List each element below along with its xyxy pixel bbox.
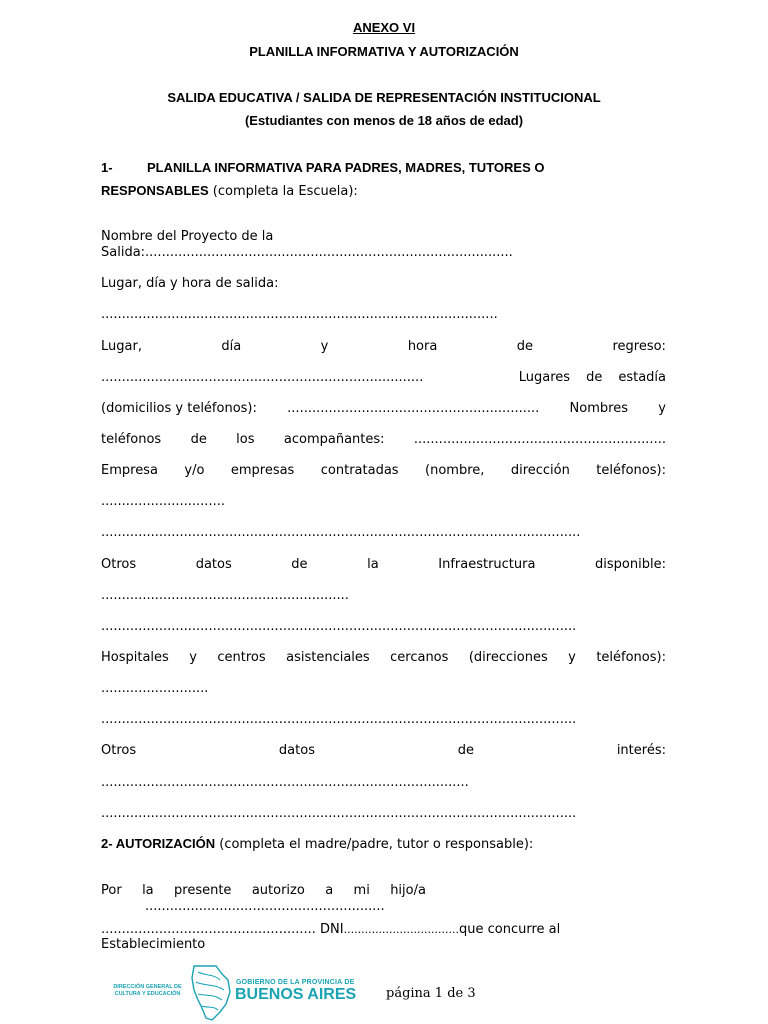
document-title: PLANILLA INFORMATIVA Y AUTORIZACIÓN [249, 44, 519, 59]
infrastructure-field-1: ............................................................ [101, 588, 349, 603]
dni-line: .................................................... DNI.................................que concurre al [101, 922, 561, 937]
company-field-2: .................................................................................................................... [101, 525, 581, 540]
child-name-field: .......................................................... [145, 899, 385, 914]
project-label: Nombre del Proyecto de la [101, 229, 274, 244]
interest-field-1: ......................................................................................... [101, 775, 469, 790]
infrastructure-label: Otros datos de la Infraestructura disponible: [101, 557, 666, 572]
province-map-icon [188, 964, 232, 1022]
section1-number: 1- [101, 160, 113, 175]
stay-contacts-line: (domicilios y teléfonos): ............................................................. Nombres y [101, 401, 666, 416]
infrastructure-field-2: ................................................................................................................... [101, 619, 577, 634]
hospitals-field-1: .......................... [101, 681, 209, 696]
departure-label: Lugar, día y hora de salida: [101, 276, 279, 291]
companions-line: teléfonos de los acompañantes: ............................................................. [101, 432, 666, 447]
gov-line-2: BUENOS AIRES [235, 986, 357, 1003]
subtitle-note: (Estudiantes con menos de 18 años de edad) [244, 113, 524, 128]
interest-field-2: ................................................................................................................... [101, 806, 577, 821]
hospitals-field-2: ................................................................................................................... [101, 712, 577, 727]
document-subtitle: SALIDA EDUCATIVA / SALIDA DE REPRESENTACIÓN INSTITUCIONAL [167, 90, 601, 105]
hospitals-label: Hospitales y centros asistenciales cercanos (direcciones y teléfonos): [101, 650, 666, 665]
company-field-1: .............................. [101, 494, 225, 509]
return-stay-line: .............................................................................. Lugares de estadía [101, 370, 666, 385]
project-field: Salida:......................................................................................... [101, 245, 513, 260]
page-number: página 1 de 3 [386, 986, 476, 1001]
company-label: Empresa y/o empresas contratadas (nombre, dirección teléfonos): [101, 463, 666, 478]
section2-heading: 2- AUTORIZACIÓN (completa el madre/padre, tutor o responsable): [101, 836, 534, 852]
establishment-label: Establecimiento [101, 937, 206, 952]
section1-heading-line2: RESPONSABLES (completa la Escuela): [101, 183, 358, 199]
departure-field: ................................................................................................ [101, 307, 498, 322]
section1-heading: PLANILLA INFORMATIVA PARA PADRES, MADRES, TUTORES O [147, 160, 545, 175]
return-label: Lugar, día y hora de regreso: [101, 339, 666, 354]
authorize-line: Por la presente autorizo a mi hijo/a [101, 883, 426, 898]
interest-label: Otros datos de interés: [101, 743, 666, 758]
gov-line-1: GOBIERNO DE LA PROVINCIA DE [236, 979, 355, 986]
annex-title: ANEXO VI [352, 20, 416, 35]
dept-logo-text: DIRECCIÓN GENERAL DE CULTURA Y EDUCACIÓN [113, 984, 182, 997]
